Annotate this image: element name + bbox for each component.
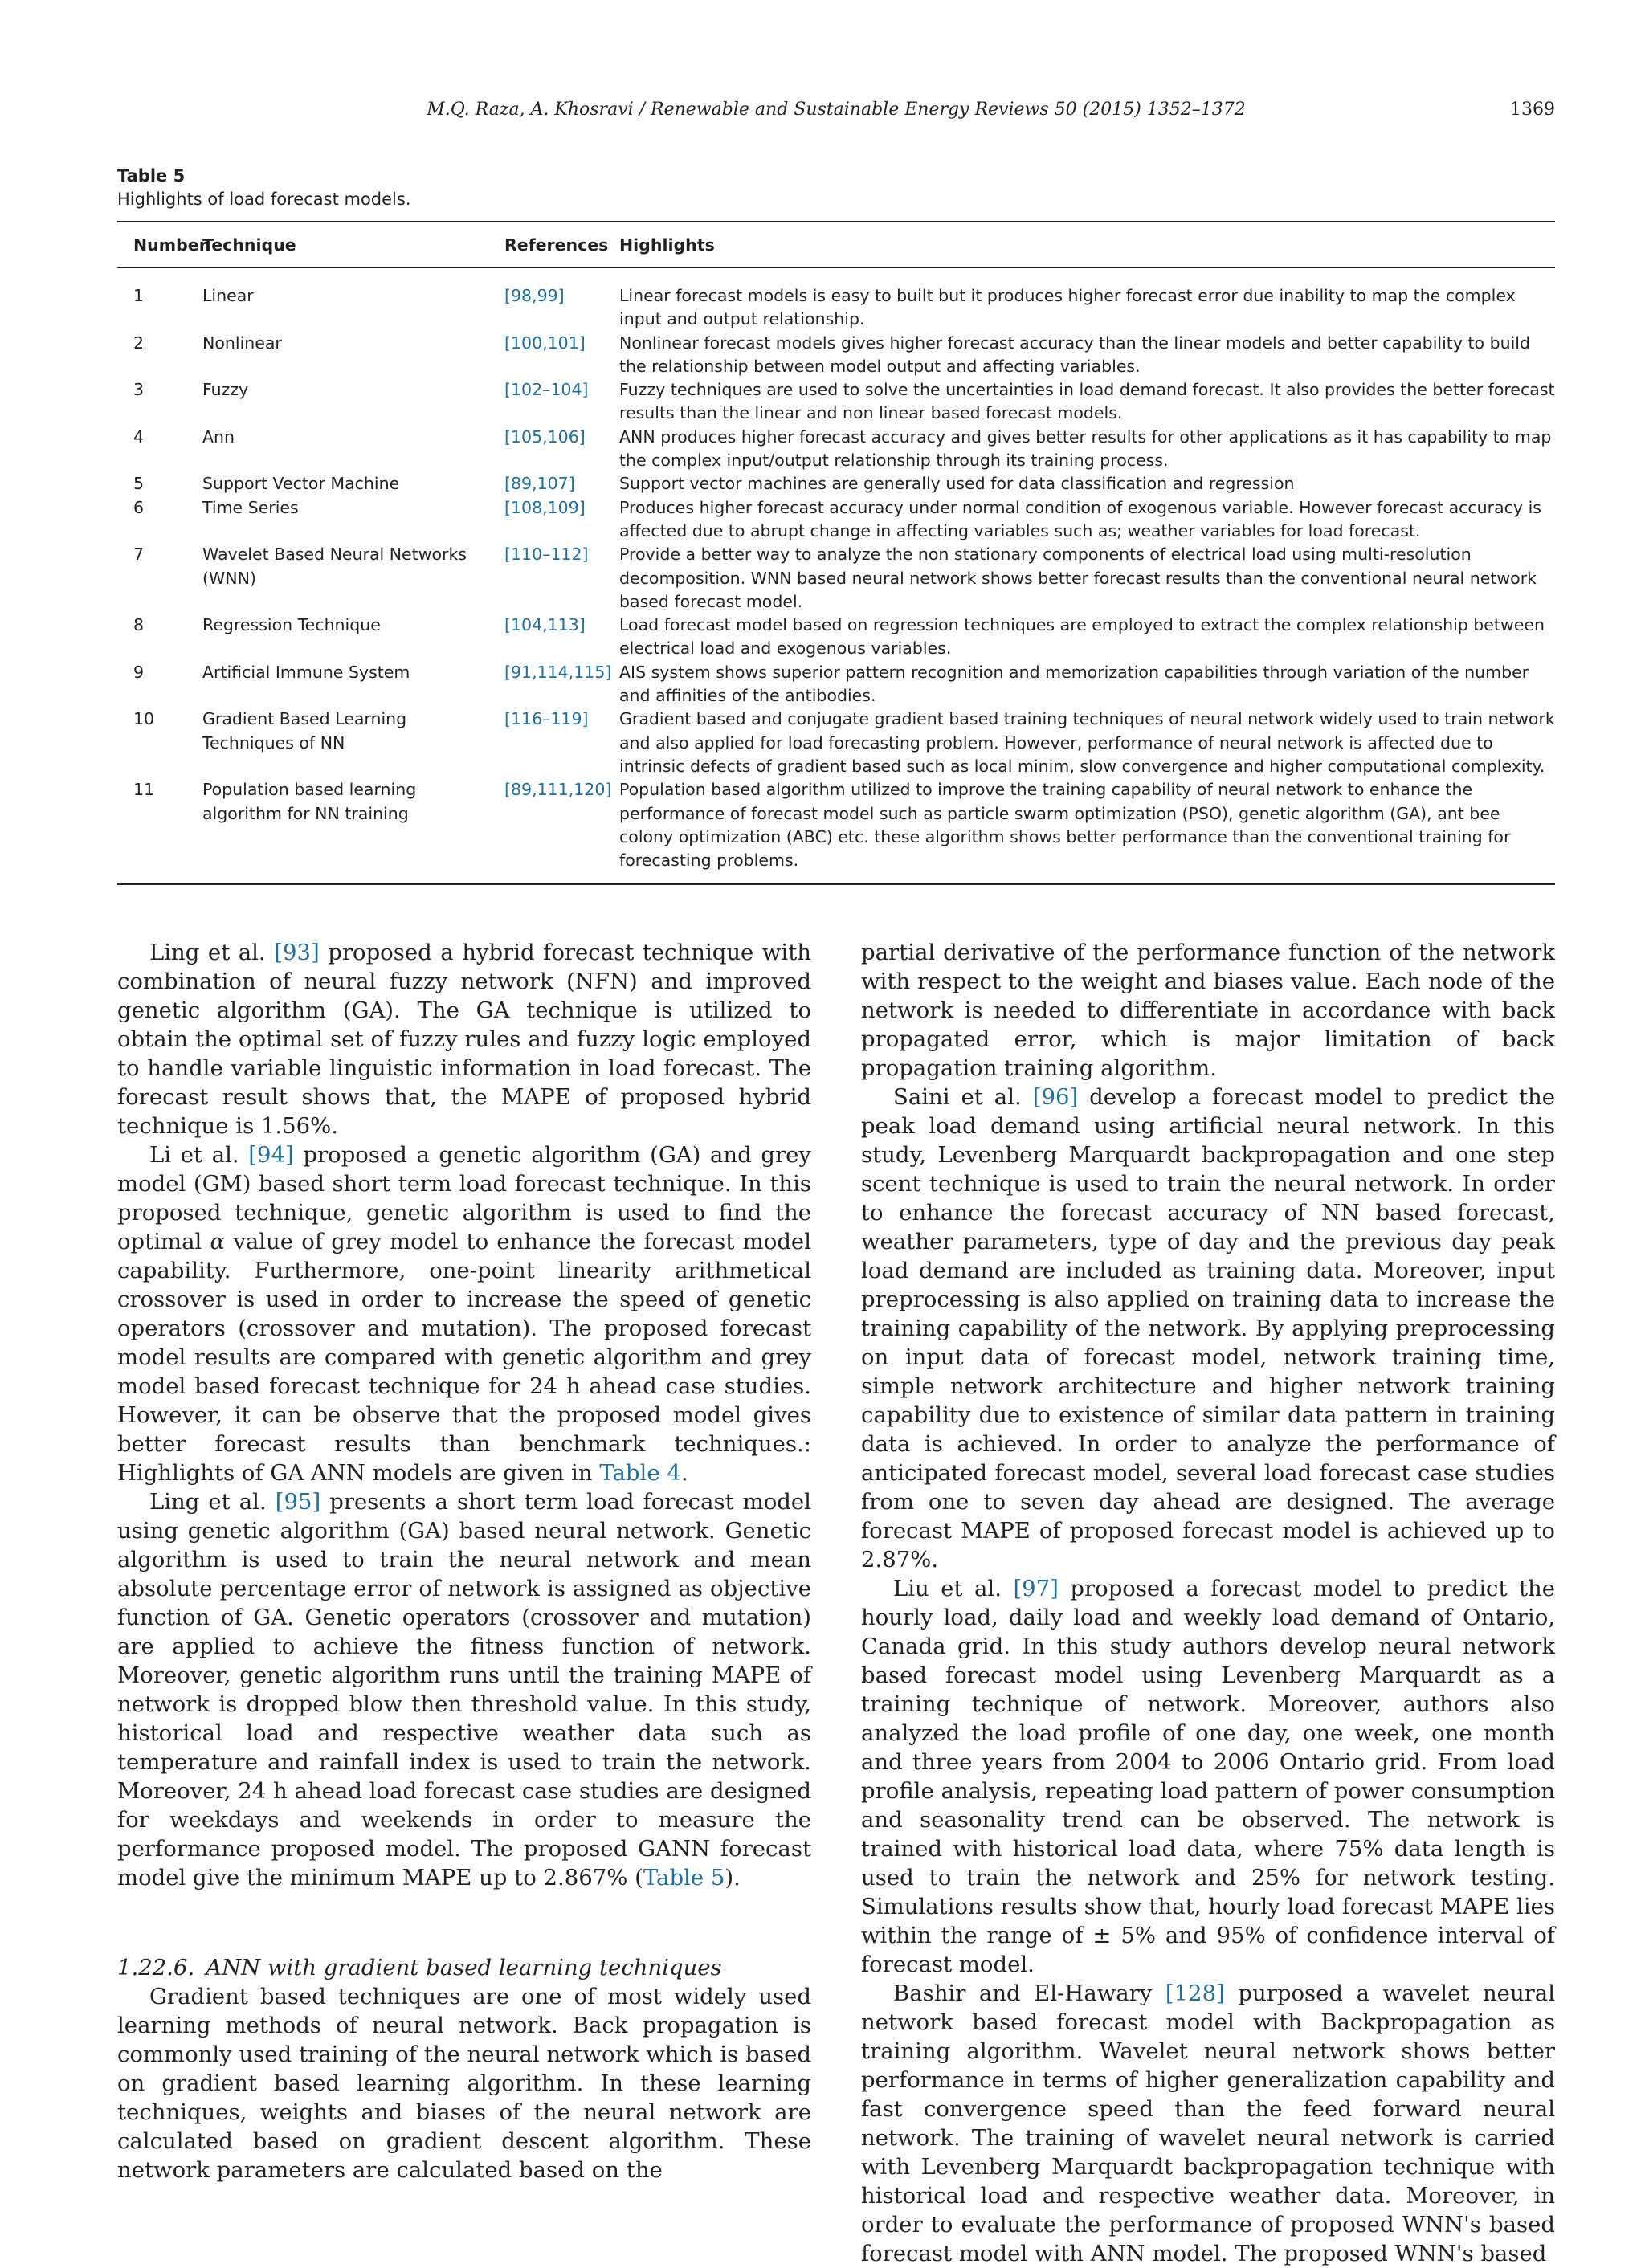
citation-link[interactable]: [95] (275, 1489, 321, 1515)
table-row (117, 332, 1555, 379)
paragraph (117, 938, 811, 1140)
row-technique: Regression Technique (202, 615, 381, 635)
header-technique: Technique (202, 235, 296, 255)
citation-link[interactable]: [97] (1013, 1576, 1059, 1601)
text: proposed a hybrid forecast technique with combination of neural fuzzy network (NFN) and improved genetic algorithm (GA). The GA technique is utilized to obtain the optimal set of fuzzy rules and fuzzy logic employed to handle variable linguistic information in load forecast. The forecast result shows that, the MAPE of proposed hybrid technique is 1.56%. (117, 940, 811, 1139)
table-row (117, 708, 1555, 778)
text: ). (725, 1865, 741, 1891)
table-body (117, 268, 1555, 883)
page-number: 1369 (1510, 100, 1555, 120)
row-number: 6 (133, 497, 145, 517)
text: develop a forecast model to predict the peak load demand using artificial neural network. In this study, Levenberg Marquardt backpropagation and one step scent technique is used to train the neural network. In order to enhance the forecast accuracy of NN based forecast, weather parameters, type of day and the previous day peak load demand are included as training data. Moreover, input preprocessing is also applied on training data to increase the training capability of the network. By applying preprocessing on input data of forecast model, network training time, simple network architecture and higher network training capability due to existence of similar data pattern in training data is achieved. In order to analyze the performance of anticipated forecast model, several load forecast case studies from one to seven day ahead are designed. The average forecast MAPE of proposed forecast model is achieved up to 2.87%. (861, 1084, 1555, 1573)
load-forecast-table (117, 221, 1555, 885)
text: Ling et al. (149, 1489, 267, 1515)
row-number: 5 (133, 474, 145, 494)
row-references-link[interactable]: [116–119] (504, 709, 589, 729)
paragraph (117, 1140, 811, 1487)
row-highlight: Gradient based and conjugate gradient based training techniques of neural network widely used to train network and also applied for load forecasting problem. However, performance of neural network is affected due to intrinsic defects of gradient based such as local minim, slow convergence and higher computational complexity. (619, 709, 1555, 776)
table-row (117, 378, 1555, 426)
row-highlight: Provide a better way to analyze the non stationary components of electrical load using multi-resolution decomposition. WNN based neural network shows better forecast results than the conventional neural network based forecast model. (619, 545, 1537, 611)
paragraph (117, 1487, 811, 1892)
row-number: 9 (133, 662, 145, 682)
row-number: 8 (133, 615, 145, 635)
left-column (117, 938, 811, 2184)
table-row (117, 496, 1555, 544)
row-highlight: Fuzzy techniques are used to solve the uncertainties in load demand forecast. It also provides the better forecast results than the linear and non linear based forecast models. (619, 380, 1555, 423)
row-references-link[interactable]: [110–112] (504, 545, 589, 565)
paragraph: Gradient based techniques are one of most widely used learning methods of neural network. Back propagation is commonly used training of the neural network which is based on gradient based learning algorithm. In these learning techniques, weights and biases of the neural network are calculated based on gradient descent algorithm. These network parameters are calculated based on the (117, 1984, 811, 2183)
right-column (861, 938, 1555, 2268)
paragraph (861, 1979, 1555, 2268)
table-caption-text: Highlights of load forecast models. (117, 190, 411, 209)
table-link[interactable]: Table 4 (599, 1460, 681, 1486)
table-row (117, 661, 1555, 708)
header-references: References (504, 235, 609, 255)
row-technique: Wavelet Based Neural Networks (WNN) (202, 545, 467, 588)
citation-link[interactable]: [94] (248, 1142, 294, 1168)
row-highlight: Nonlinear forecast models gives higher forecast accuracy than the linear models and better capability to build the relationship between model output and affecting variables. (619, 332, 1530, 376)
row-references-link[interactable]: [102–104] (504, 380, 589, 400)
text: Liu et al. (893, 1576, 1002, 1601)
text: presents a short term load forecast model using genetic algorithm (GA) based neural network. Genetic algorithm is used to train the neural network and mean absolute percentage error of network is assigned as objective function of GA. Genetic operators (crossover and mutation) are applied to achieve the fitness function of network. Moreover, genetic algorithm runs until the training MAPE of network is dropped blow then threshold value. In this study, historical load and respective weather data such as temperature and rainfall index is used to train the network. Moreover, 24 h ahead load forecast case studies are designed for weekdays and weekends in order to measure the performance proposed model. The proposed GANN forecast model give the minimum MAPE up to 2.867% ( (117, 1489, 811, 1891)
text: Saini et al. (893, 1084, 1022, 1110)
row-number: 4 (133, 426, 145, 447)
row-technique: Gradient Based Learning Techniques of NN (202, 709, 407, 753)
text: Li et al. (149, 1142, 239, 1168)
table-header-row (117, 222, 1555, 267)
table-row (117, 472, 1555, 496)
row-number: 11 (133, 780, 155, 800)
text: proposed a forecast model to predict the hourly load, daily load and weekly load demand of Ontario, Canada grid. In this study authors develop neural network based forecast model using Levenberg Marquardt as a training technique of network. Moreover, authors also analyzed the load profile of one day, one week, one month and three years from 2004 to 2006 Ontario grid. From load profile analysis, repeating load pattern of power consumption and seasonality trend can be observed. The network is trained with historical load data, where 75% data length is used to train the network and 25% for network testing. Simulations results show that, hourly load forecast MAPE lies within the range of ± 5% and 95% of confidence interval of forecast model. (861, 1576, 1556, 1977)
table-row (117, 543, 1555, 614)
paragraph (861, 1083, 1555, 1574)
section-number: 1.22.6. (117, 1955, 195, 1980)
row-highlight: Linear forecast models is easy to built but it produces higher forecast error due inability to map the complex input and output relationship. (619, 286, 1516, 329)
row-number: 3 (133, 380, 145, 400)
row-technique: Nonlinear (202, 332, 282, 353)
table-row (117, 614, 1555, 661)
citation-link[interactable]: [128] (1165, 1980, 1225, 2006)
header-number: Number (133, 235, 207, 255)
row-technique: Support Vector Machine (202, 474, 400, 494)
row-number: 1 (133, 286, 145, 305)
row-number: 7 (133, 545, 145, 565)
header-highlights: Highlights (619, 235, 715, 255)
page-header (117, 100, 1555, 124)
row-technique: Time Series (202, 497, 299, 517)
text: proposed a genetic algorithm (GA) and grey model (GM) based short term load forecast technique. In this proposed technique, genetic algorithm is used to find the optimal (117, 1142, 811, 1254)
row-technique: Fuzzy (202, 380, 249, 400)
row-references-link[interactable]: [108,109] (504, 497, 586, 517)
citation-link[interactable]: [93] (274, 940, 320, 965)
row-technique: Linear (202, 286, 254, 305)
row-highlight: Support vector machines are generally used for data classification and regression (619, 474, 1295, 494)
row-references-link[interactable]: [100,101] (504, 332, 586, 353)
table-label: Table 5 (117, 166, 186, 186)
row-highlight: Load forecast model based on regression techniques are employed to extract the complex relationship between electrical load and exogenous variables. (619, 615, 1545, 659)
table-row (117, 284, 1555, 332)
section-title: ANN with gradient based learning techniques (206, 1955, 722, 1980)
text: purposed a wavelet neural network based forecast model with Backpropagation as training algorithm. Wavelet neural network shows better performance in terms of higher generalization capability and fast convergence speed than the feed forward neural network. The training of wavelet neural network is carried with Levenberg Marquardt backpropagation technique with historical load and respective weather data. Moreover, in order to evaluate the performance of proposed WNN's based forecast model with ANN model. The proposed WNN's based (861, 1980, 1555, 2266)
row-references-link[interactable]: [98,99] (504, 286, 565, 305)
alpha-symbol: α (210, 1229, 226, 1254)
section-heading (117, 1953, 811, 1982)
running-head: M.Q. Raza, A. Khosravi / Renewable and Sustainable Energy Reviews 50 (2015) 1352–1372 (427, 100, 1246, 120)
text: value of grey model to enhance the forecast model capability. Furthermore, one-point linearity arithmetical crossover is used in order to increase the speed of genetic operators (crossover and mutation). The proposed forecast model results are compared with genetic algorithm and grey model based forecast technique for 24 h ahead case studies. However, it can be observe that the proposed model gives better forecast results than benchmark techniques.: Highlights of GA ANN models are given in (117, 1229, 811, 1486)
text: Ling et al. (149, 940, 266, 965)
text: . (680, 1460, 688, 1486)
paragraph (861, 1574, 1555, 1979)
table-link[interactable]: Table 5 (643, 1865, 725, 1891)
row-highlight: ANN produces higher forecast accuracy and gives better results for other applications as it has capability to map the complex input/output relationship through its training process. (619, 426, 1552, 471)
row-technique: Ann (202, 426, 235, 447)
row-references-link[interactable]: [105,106] (504, 426, 586, 447)
row-number: 10 (133, 709, 155, 729)
row-references-link[interactable]: [104,113] (504, 615, 586, 635)
row-highlight: Produces higher forecast accuracy under normal condition of exogenous variable. However forecast accuracy is affected due to abrupt change in affecting variables such as; weather variables for load forecast. (619, 497, 1541, 540)
row-technique: Artificial Immune System (202, 662, 410, 682)
table-bottom-rule (117, 883, 1555, 885)
table-row (117, 426, 1555, 473)
row-references-link[interactable]: [91,114,115] (504, 662, 612, 682)
row-highlight: Population based algorithm utilized to improve the training capability of neural network to enhance the performance of forecast model such as particle swarm optimization (PSO), genetic algorithm (GA), ant bee colony optimization (ABC) etc. these algorithm shows better performance than the conventional training for forecasting problems. (619, 780, 1511, 871)
row-technique: Population based learning algorithm for NN training (202, 780, 417, 823)
text: Bashir and El-Hawary (893, 1980, 1153, 2006)
citation-link[interactable]: [96] (1032, 1084, 1079, 1110)
table-row (117, 778, 1555, 872)
paragraph: partial derivative of the performance function of the network with respect to the weight and biases value. Each node of the network is needed to differentiate in accordance with back propagated error, which is major limitation of back propagation training algorithm. (861, 940, 1555, 1081)
row-highlight: AIS system shows superior pattern recognition and memorization capabilities through variation of the number and affinities of the antibodies. (619, 662, 1529, 706)
table-caption (117, 165, 411, 211)
row-references-link[interactable]: [89,111,120] (504, 780, 612, 800)
row-number: 2 (133, 332, 145, 353)
row-references-link[interactable]: [89,107] (504, 474, 575, 494)
